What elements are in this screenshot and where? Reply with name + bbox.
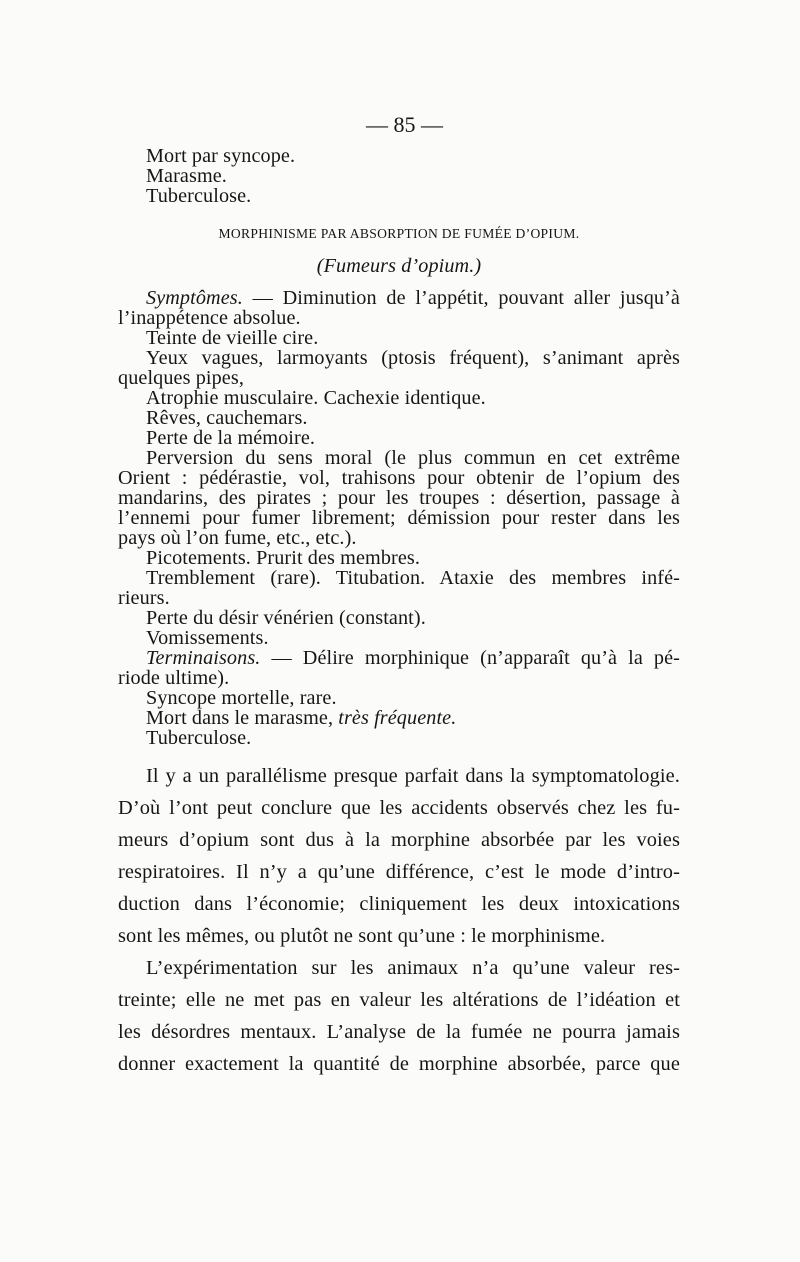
paragraph-line-6: sont les mêmes, ou plutôt ne sont qu’une : le morphinisme.	[118, 925, 606, 947]
terminations-line-2: riode ultime).	[118, 667, 230, 689]
symptoms-line-14: Picotements. Prurit des membres.	[146, 547, 421, 569]
terminations-line-5: Tuberculose.	[146, 727, 252, 749]
terminations-line-4-emphasis: très fréquente.	[338, 707, 457, 729]
list-item: Marasme.	[146, 165, 227, 187]
page-number: — 85 —	[366, 112, 443, 137]
symptoms-line-8: Perte de la mémoire.	[146, 427, 316, 449]
symptoms-line-7: Rêves, cauchemars.	[146, 407, 308, 429]
symptoms-line-5: quelques pipes,	[118, 367, 244, 389]
symptoms-line-1	[118, 288, 680, 308]
symptoms-line-4: Yeux vagues, larmoyants (ptosis fréquent), s’animant après	[146, 347, 680, 369]
terminations-line-4	[118, 708, 680, 728]
section-subheading: (Fumeurs d’opium.)	[316, 255, 482, 277]
final-paragraphs	[118, 760, 680, 1080]
symptoms-line-6: Atrophie musculaire. Cachexie identique.	[146, 387, 486, 409]
symptoms-line-3: Teinte de vieille cire.	[146, 327, 319, 349]
terminations-line-4-prefix: Mort dans le marasme,	[146, 707, 339, 729]
list-item: Tuberculose.	[146, 185, 252, 207]
paragraph-line-3: meurs d’opium sont dus à la morphine absorbée par les voies	[118, 829, 680, 851]
symptoms-line-15: Tremblement (rare). Titubation. Ataxie des membres infé-	[146, 567, 680, 589]
symptoms-label: Symptômes.	[146, 287, 243, 309]
paragraph-line-1: Il y a un parallélisme presque parfait dans la symptomatologie.	[146, 765, 680, 787]
symptoms-line-9: Perversion du sens moral (le plus commun en cet extrême	[146, 447, 680, 469]
section-heading: MORPHINISME PAR ABSORPTION DE FUMÉE D’OPIUM.	[218, 226, 580, 241]
paragraph-line-9: les désordres mentaux. L’analyse de la fumée ne pourra jamais	[118, 1021, 680, 1043]
symptoms-line-10: Orient : pédérastie, vol, trahisons pour obtenir de l’opium des	[118, 467, 680, 489]
terminations-line-1	[118, 648, 680, 668]
terminations-line-1-rest: — Délire morphinique (n’apparaît qu’à la pé-	[260, 647, 680, 669]
symptoms-line-12: l’ennemi pour fumer librement; démission pour rester dans les	[118, 507, 680, 529]
paragraph-line-2: D’où l’ont peut conclure que les accidents observés chez les fu-	[118, 797, 680, 819]
page-text	[118, 146, 680, 1080]
symptoms-line-18: Vomissements.	[146, 627, 269, 649]
terminations-label: Terminaisons.	[146, 647, 261, 669]
paragraph-line-10: donner exactement la quantité de morphine absorbée, parce que	[118, 1053, 680, 1075]
symptoms-line-1-rest: — Diminution de l’appétit, pouvant aller jusqu’à	[242, 287, 680, 309]
symptoms-line-13: pays où l’on fume, etc., etc.).	[118, 527, 357, 549]
symptoms-line-2: l’inappétence absolue.	[118, 307, 301, 329]
list-item: Mort par syncope.	[146, 145, 296, 167]
paragraph-line-4: respiratoires. Il n’y a qu’une différence, c’est le mode d’intro-	[118, 861, 680, 883]
paragraph-line-5: duction dans l’économie; cliniquement les deux intoxications	[118, 893, 680, 915]
symptoms-line-16: rieurs.	[118, 587, 170, 609]
spacer	[118, 206, 680, 224]
symptoms-line-17: Perte du désir vénérien (constant).	[146, 607, 426, 629]
paragraph-line-8: treinte; elle ne met pas en valeur les altérations de l’idéation et	[118, 989, 680, 1011]
terminations-line-3: Syncope mortelle, rare.	[146, 687, 337, 709]
spacer	[118, 748, 680, 760]
paragraph-line-7: L’expérimentation sur les animaux n’a qu’une valeur res-	[146, 957, 680, 979]
symptoms-line-11: mandarins, des pirates ; pour les troupes : désertion, passage à	[118, 487, 680, 509]
